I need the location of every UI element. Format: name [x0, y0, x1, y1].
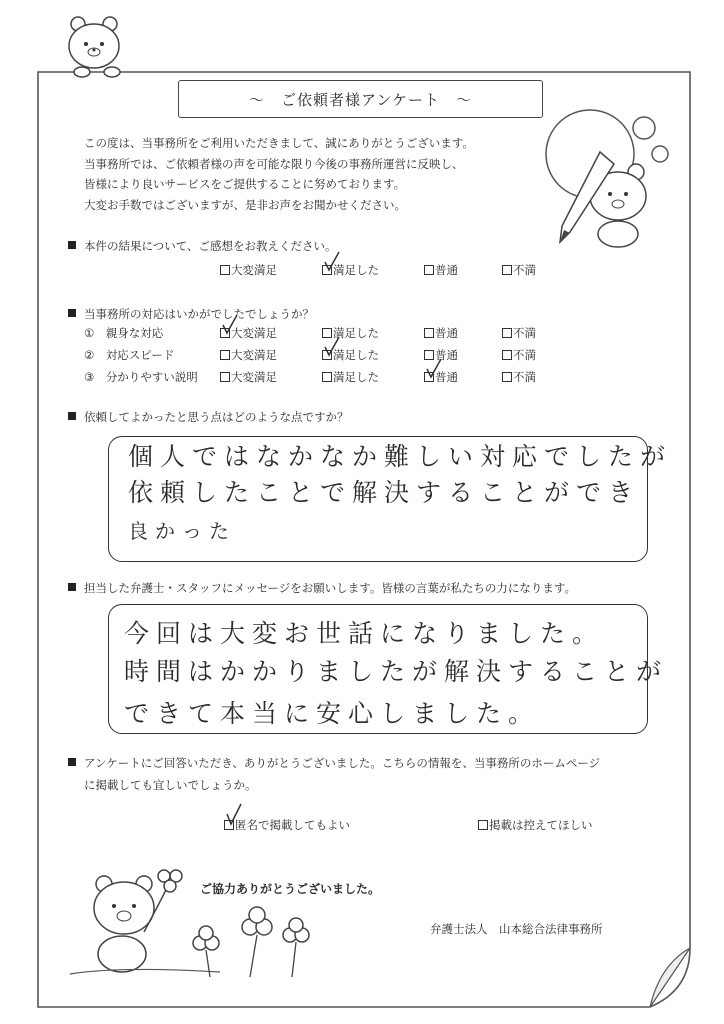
- bear-pencil-icon: [530, 92, 690, 252]
- checkbox-icon[interactable]: [424, 265, 434, 275]
- checkbox-icon[interactable]: [220, 265, 230, 275]
- q2-row-2-option-0[interactable]: [220, 347, 277, 363]
- option-label: 不満: [513, 263, 536, 277]
- intro-line: 大変お手数ではございますが、是非お声をお聞かせください。: [84, 197, 406, 212]
- option-label: 不満: [513, 348, 536, 362]
- option-label: 満足した: [333, 348, 379, 362]
- row-number: ①: [84, 326, 95, 340]
- q2-question: [68, 306, 314, 322]
- row-label: 対応スピード: [105, 348, 175, 362]
- option-label: 大変満足: [231, 370, 277, 384]
- q2-row-1-label: [84, 325, 163, 341]
- q2-row-2-option-3[interactable]: [502, 347, 536, 363]
- row-label: 分かりやすい説明: [105, 370, 198, 384]
- option-label: 普通: [435, 263, 458, 277]
- checkmark-icon: [220, 313, 240, 335]
- checkbox-icon[interactable]: [502, 328, 512, 338]
- checkbox-icon[interactable]: [502, 350, 512, 360]
- checkmark-icon: [322, 335, 342, 357]
- bear-peeking-icon: [62, 14, 140, 80]
- q3-question-text: 依頼してよかったと思う点はどのような点ですか？: [84, 410, 349, 424]
- option-label: 掲載は控えてほしい: [489, 818, 593, 832]
- q1-question: [68, 238, 337, 254]
- q2-row-3-option-1[interactable]: [322, 369, 379, 385]
- q5-question-text: に掲載しても宜しいでしょうか。: [84, 778, 257, 792]
- q3-answer-line: 依頼したことで解決することができ: [128, 478, 641, 507]
- q3-question: [68, 409, 349, 425]
- q3-answer-line: 良かった: [128, 519, 236, 543]
- clover-flowers-icon: [180, 905, 330, 980]
- page-title: ～ ご依頼者様アンケート ～: [178, 80, 543, 118]
- q5-question-text: アンケートにご回答いただき、ありがとうございました。こちらの情報を、当事務所のホームページ: [84, 756, 601, 770]
- q2-row-1-option-3[interactable]: [502, 325, 536, 341]
- checkbox-icon[interactable]: [220, 372, 230, 382]
- intro-line: 皆様により良いサービスをご提供することに努めております。: [84, 177, 406, 191]
- intro-text: [84, 133, 474, 215]
- option-label: 満足した: [333, 370, 379, 384]
- q1-question-text: 本件の結果について、ご感想をお教えください。: [84, 239, 337, 253]
- checkbox-icon[interactable]: [424, 328, 434, 338]
- option-label: 大変満足: [231, 263, 277, 277]
- option-label: 不満: [513, 326, 536, 340]
- q2-row-3-option-0[interactable]: [220, 369, 277, 385]
- q2-question-text: 当事務所の対応はいかがでしたでしょうか？: [84, 307, 314, 321]
- checkbox-icon[interactable]: [502, 265, 512, 275]
- q5-option-1[interactable]: [478, 817, 593, 833]
- option-label: 大変満足: [231, 326, 277, 340]
- q4-answer-line: 今回は大変お世話になりました。: [124, 619, 605, 648]
- q3-answer-line: 個人ではなかなか難しい対応でしたが: [128, 442, 673, 471]
- thanks-message: ご協力ありがとうございました。: [200, 882, 381, 896]
- q2-row-2-label: [84, 347, 174, 363]
- option-label: 不満: [513, 370, 536, 384]
- q1-option-2[interactable]: [424, 262, 458, 278]
- option-label: 普通: [435, 370, 458, 384]
- option-label: 大変満足: [231, 348, 277, 362]
- option-label: 普通: [435, 348, 458, 362]
- row-number: ③: [84, 370, 95, 384]
- option-label: 満足した: [333, 263, 379, 277]
- q5-question: [68, 752, 600, 796]
- q2-row-3-label: [84, 369, 198, 385]
- intro-line: この度は、当事務所をご利用いただきまして、誠にありがとうございます。: [84, 136, 474, 150]
- checkmark-icon: [424, 357, 444, 379]
- checkbox-icon[interactable]: [322, 372, 332, 382]
- checkmark-icon: [322, 250, 342, 272]
- option-label: 普通: [435, 326, 458, 340]
- row-number: ②: [84, 348, 95, 362]
- checkbox-icon[interactable]: [502, 372, 512, 382]
- q2-row-3-option-3[interactable]: [502, 369, 536, 385]
- square-bullet-icon: [68, 241, 76, 249]
- square-bullet-icon: [68, 412, 76, 420]
- intro-line: 当事務所では、ご依頼者様の声を可能な限り今後の事務所運営に反映し、: [84, 156, 464, 171]
- q4-answer-line: できて本当に安心しました。: [124, 699, 541, 728]
- square-bullet-icon: [68, 583, 76, 591]
- q1-option-3[interactable]: [502, 262, 536, 278]
- q1-option-0[interactable]: [220, 262, 277, 278]
- q4-question: [68, 580, 576, 596]
- checkbox-icon[interactable]: [478, 820, 488, 830]
- firm-name: 弁護士法人 山本総合法律事務所: [430, 922, 603, 936]
- option-label: 匿名で掲載してもよい: [235, 818, 350, 832]
- square-bullet-icon: [68, 758, 76, 766]
- q2-row-1-option-2[interactable]: [424, 325, 458, 341]
- square-bullet-icon: [68, 309, 76, 317]
- row-label: 親身な対応: [105, 326, 164, 340]
- checkmark-icon: [224, 802, 244, 826]
- q4-answer-line: 時間はかかりましたが解決することが: [124, 657, 669, 686]
- option-label: 満足した: [333, 326, 379, 340]
- checkbox-icon[interactable]: [220, 350, 230, 360]
- q4-question-text: 担当した弁護士・スタッフにメッセージをお願いします。皆様の言葉が私たちの力になります。: [84, 581, 576, 595]
